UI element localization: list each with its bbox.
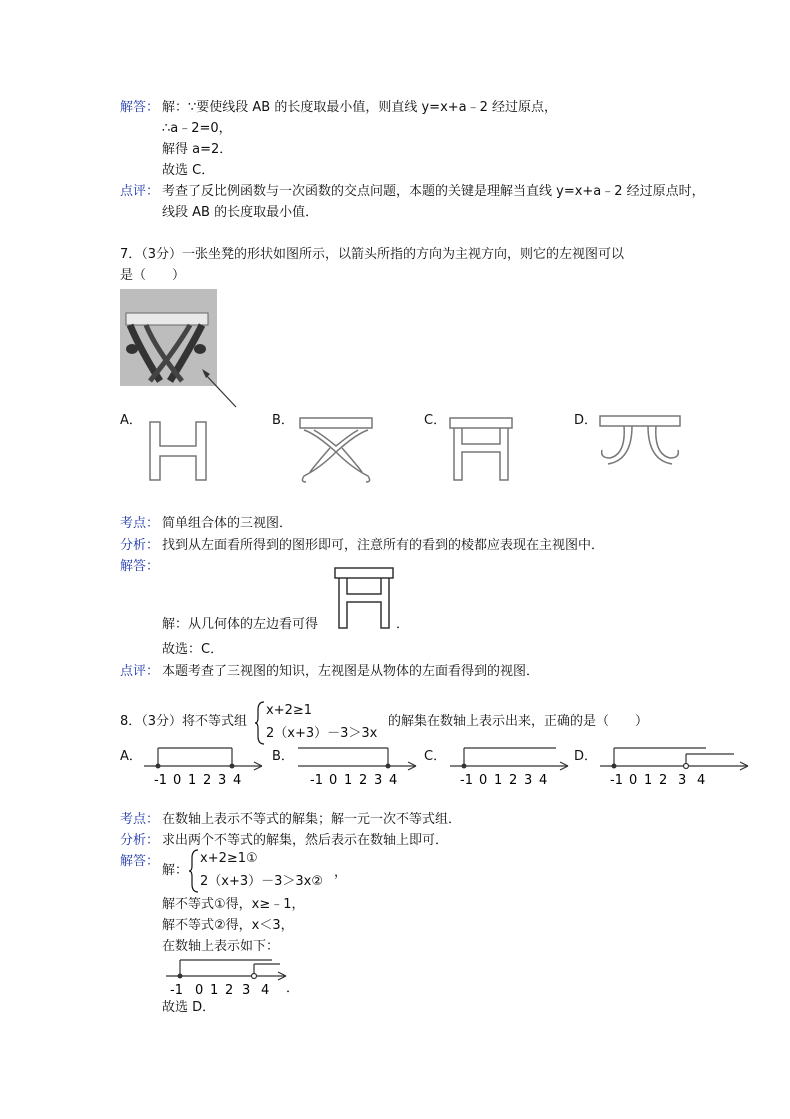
tick-label: 1 [188, 773, 197, 788]
svg-text:4: 4 [261, 983, 270, 998]
q7-option-b-label: B． [272, 413, 294, 428]
tick-label: 2 [203, 773, 212, 788]
svg-text:3: 3 [678, 773, 687, 788]
analysis-text-q7: 找到从左面看所得到的图形即可，注意所有的看到的棱都应表现在主视图中． [162, 538, 605, 553]
q7-option-d-figure [596, 414, 686, 474]
svg-text:0: 0 [629, 773, 638, 788]
svg-text:1: 1 [644, 773, 653, 788]
answer-text-q7: 解：从几何体的左边看可得 [162, 617, 319, 632]
q8-option-a-label: A． [120, 749, 142, 764]
q8-option-c-label: C． [424, 749, 447, 764]
svg-text:1: 1 [494, 773, 503, 788]
svg-text:-1: -1 [460, 773, 473, 788]
solution-step-3: 在数轴上表示如下： [162, 939, 280, 954]
solution-step-2: 解不等式②得，x＜3， [162, 918, 294, 933]
svg-text:4: 4 [539, 773, 548, 788]
svg-text:-1: -1 [310, 773, 323, 788]
answer-prefix-q8: 解： [162, 863, 189, 878]
solution-numberline [162, 958, 292, 998]
answer-system-brace [188, 848, 200, 894]
svg-text:1: 1 [210, 983, 219, 998]
system-line-1: x+2≥1 [266, 703, 313, 718]
point-text-q8: 在数轴上表示不等式的解集；解一元一次不等式组． [162, 812, 462, 827]
stool-photo [120, 289, 242, 411]
analysis-label-q8: 分析： [120, 833, 160, 848]
tick-label: 3 [218, 773, 227, 788]
answer-line-2: ∴a﹣2=0， [162, 121, 232, 136]
q7-option-d-label: D． [574, 413, 598, 428]
tick-label: -1 [154, 773, 167, 788]
answer-label-q8: 解答： [120, 854, 160, 869]
svg-text:0: 0 [195, 983, 204, 998]
answer-label-q6: 解答： [120, 100, 160, 115]
point-label-q8: 考点： [120, 812, 160, 827]
tick-label: 0 [173, 773, 182, 788]
answer-end-q7: ． [396, 617, 410, 632]
svg-text:2: 2 [359, 773, 368, 788]
conclusion-q8: 故选 D． [162, 1000, 216, 1015]
analysis-label-q7: 分析： [120, 538, 160, 553]
q7-option-b-figure [296, 416, 376, 486]
q8-option-b-label: B． [272, 749, 294, 764]
svg-text:2: 2 [225, 983, 234, 998]
q7-stem-line-1: 7．（3分）一张坐凳的形状如图所示，以箭头所指的方向为主视方向，则它的左视图可以 [120, 247, 625, 262]
answer-line-4: 故选 C． [162, 163, 215, 178]
answer-line-1: 解：∵要使线段 AB 的长度取最小值，则直线 y=x+a﹣2 经过原点， [162, 100, 558, 115]
system-brace [254, 700, 266, 746]
tick-label: 4 [233, 773, 242, 788]
point-label-q7: 考点： [120, 516, 160, 531]
q8-option-c-numberline [446, 744, 576, 788]
q7-option-c-label: C． [424, 413, 447, 428]
svg-text:2: 2 [509, 773, 518, 788]
svg-text:4: 4 [389, 773, 398, 788]
q7-option-a-label: A． [120, 413, 142, 428]
solution-step-1: 解不等式①得，x≥﹣1， [162, 897, 305, 912]
system-line-2: 2（x+3）－3＞3x [266, 726, 378, 741]
q8-option-b-numberline [294, 744, 424, 788]
q8-stem-suffix: 的解集在数轴上表示出来，正确的是（ ） [388, 714, 649, 729]
comment-label-q6: 点评： [120, 184, 160, 199]
answer-choice-q7: 故选：C． [162, 642, 224, 657]
comment-text-q7: 本题考查了三视图的知识，左视图是从物体的左面看得到的视图． [162, 664, 540, 679]
svg-text:3: 3 [524, 773, 533, 788]
analysis-text-q8: 求出两个不等式的解集，然后表示在数轴上即可． [162, 833, 449, 848]
svg-text:0: 0 [329, 773, 338, 788]
svg-text:-1: -1 [610, 773, 623, 788]
answer-system-line-1: x+2≥1① [200, 851, 258, 866]
svg-text:0: 0 [479, 773, 488, 788]
comment-label-q7: 点评： [120, 664, 160, 679]
comment-line-2: 线段 AB 的长度取最小值． [162, 205, 319, 220]
left-view-figure [333, 566, 395, 630]
q8-stem-prefix: 8．（3分）将不等式组 [120, 714, 248, 729]
svg-text:2: 2 [659, 773, 668, 788]
q8-option-d-label: D． [574, 749, 598, 764]
solution-step-3-end: ． [286, 981, 300, 996]
comment-line-1: 考查了反比例函数与一次函数的交点问题，本题的关键是理解当直线 y=x+a﹣2 经过原点时， [162, 184, 705, 199]
svg-text:1: 1 [344, 773, 353, 788]
q7-stem-line-2: 是（ ） [120, 268, 186, 283]
point-text-q7: 简单组合体的三视图． [162, 516, 293, 531]
svg-text:4: 4 [697, 773, 706, 788]
answer-label-q7: 解答： [120, 559, 160, 574]
q8-option-d-numberline [596, 744, 752, 788]
q7-option-a-figure [146, 416, 214, 486]
answer-system-end: ， [334, 865, 348, 880]
svg-text:3: 3 [374, 773, 383, 788]
svg-text:3: 3 [242, 983, 251, 998]
answer-line-3: 解得 a=2． [162, 142, 233, 157]
q8-option-a-numberline [140, 744, 270, 788]
svg-text:-1: -1 [170, 983, 183, 998]
answer-system-line-2: 2（x+3）－3＞3x② [200, 874, 324, 889]
q7-option-c-figure [446, 416, 518, 486]
